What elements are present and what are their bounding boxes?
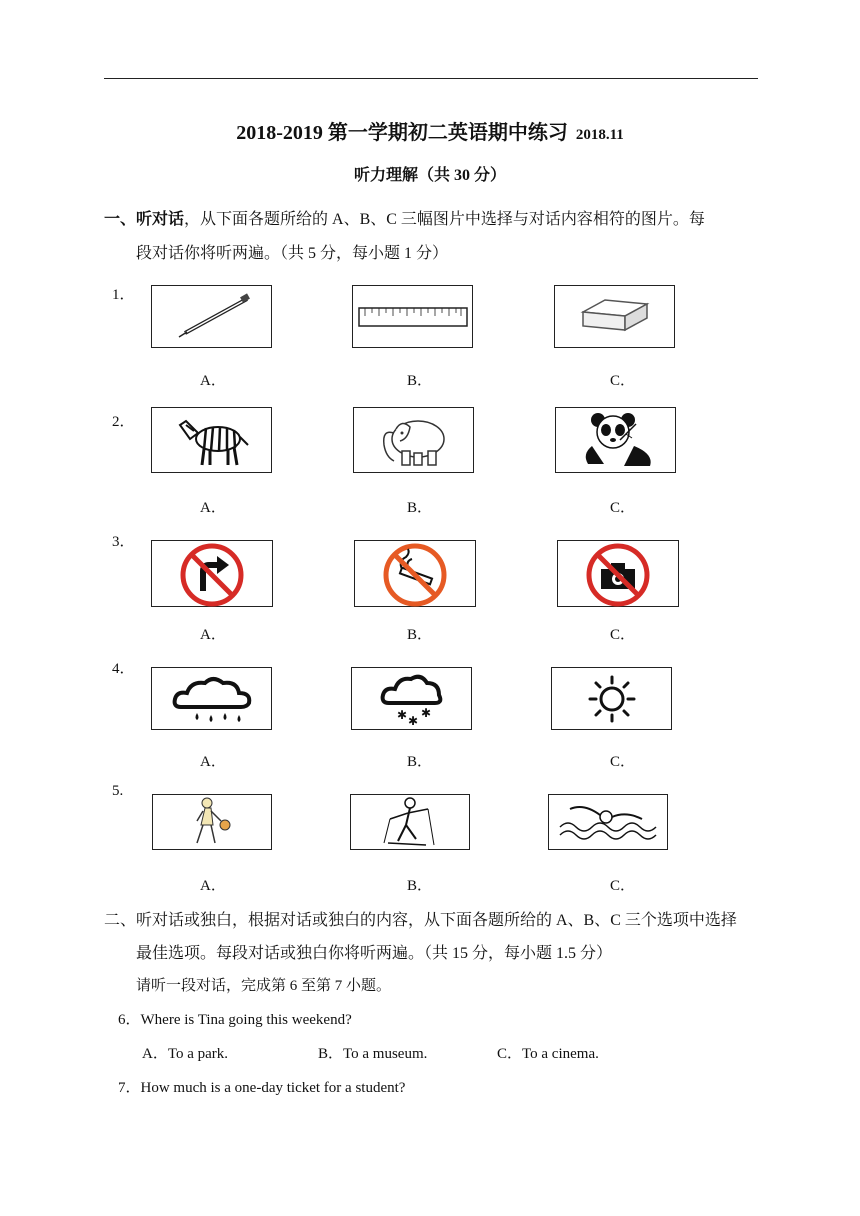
- question-7: [118, 1076, 405, 1097]
- pencil-icon: [157, 289, 267, 344]
- question-4-number: 4．: [112, 661, 135, 677]
- question-1-option-c-label: C．: [610, 373, 636, 389]
- question-5-option-a-label: A．: [200, 878, 226, 894]
- svg-text:✱: ✱: [396, 707, 407, 722]
- question-4-option-b-image[interactable]: [351, 667, 472, 730]
- section1-lead: 听对话: [136, 211, 185, 228]
- section1-number: 一、: [104, 211, 137, 228]
- question-6-text: Where is Tina going this weekend?: [140, 1012, 352, 1028]
- question-6-choice-c[interactable]: [497, 1042, 599, 1063]
- title-text: 2018-2019 第一学期初二英语期中练习: [236, 122, 568, 144]
- section-subtitle: 听力理解（共 30 分）: [353, 167, 506, 184]
- panda-icon: [574, 410, 658, 470]
- question-7-text: How much is a one-day ticket for a student?: [140, 1080, 406, 1096]
- question-7-number: 7．: [118, 1080, 141, 1096]
- question-4-option-c-label: C．: [610, 754, 636, 770]
- question-5-option-b-label: B．: [407, 878, 433, 894]
- eraser-icon: [575, 294, 655, 339]
- question-1-option-b-image[interactable]: [352, 285, 473, 348]
- question-2-option-a-image[interactable]: [151, 407, 272, 473]
- no-smoking-icon: [380, 541, 450, 607]
- question-3-option-a-image[interactable]: [151, 540, 273, 607]
- question-6-choice-b[interactable]: [318, 1042, 427, 1063]
- skier-icon: [370, 795, 450, 849]
- question-6: [118, 1008, 352, 1029]
- question-6-choice-a[interactable]: [142, 1042, 228, 1063]
- snow-icon: [377, 671, 447, 727]
- swimmer-icon: [554, 797, 662, 847]
- question-3-option-a-label: A．: [200, 627, 226, 643]
- question-3-option-b-image[interactable]: [354, 540, 476, 607]
- question-3-option-c-image[interactable]: [557, 540, 679, 607]
- question-1-number: 1．: [112, 287, 135, 303]
- question-5-number: 5.: [112, 783, 124, 799]
- question-2-option-a-label: A．: [200, 500, 226, 516]
- choice-text: To a park.: [167, 1046, 229, 1062]
- question-4-option-a-label: A．: [200, 754, 226, 770]
- section1-instruction-line2: 段对话你将听两遍。（共 5 分，每小题 1 分）: [136, 245, 449, 262]
- question-2-option-b-image[interactable]: [353, 407, 474, 473]
- question-1-option-c-image[interactable]: [554, 285, 675, 348]
- question-5-option-a-image[interactable]: [152, 794, 272, 850]
- basketball-player-icon: [187, 795, 237, 849]
- no-right-turn-icon: [177, 541, 247, 607]
- sun-icon: [582, 671, 642, 727]
- question-2-option-b-label: B．: [407, 500, 433, 516]
- question-1-option-a-label: A．: [200, 373, 226, 389]
- question-5-option-b-image[interactable]: [350, 794, 470, 850]
- section2-instruction-line2: 最佳选项。每段对话或独白你将听两遍。（共 15 分，每小题 1.5 分）: [136, 945, 613, 962]
- svg-text:✱: ✱: [420, 705, 431, 720]
- question-4-option-b-label: B．: [407, 754, 433, 770]
- zebra-icon: [172, 411, 252, 469]
- question-4-option-a-image[interactable]: [151, 667, 272, 730]
- ruler-icon: [357, 302, 469, 332]
- choice-text: To a museum.: [343, 1046, 428, 1062]
- section2-instruction-line1: 二、听对话或独白，根据对话或独白的内容，从下面各题所给的 A、B、C 三个选项中选择: [104, 912, 737, 929]
- svg-text:✱: ✱: [407, 713, 418, 727]
- question-3-number: 3．: [112, 534, 135, 550]
- question-3-option-c-label: C．: [610, 627, 636, 643]
- question-5-option-c-label: C．: [610, 878, 636, 894]
- question-3-option-b-label: B．: [407, 627, 433, 643]
- choice-label: B．: [318, 1046, 344, 1062]
- question-4-option-c-image[interactable]: [551, 667, 672, 730]
- question-2-option-c-label: C．: [610, 500, 636, 516]
- header-rule: [104, 78, 758, 79]
- section2-listen-instruction: 请听一段对话，完成第 6 至第 7 小题。: [136, 978, 392, 994]
- no-photo-icon: [583, 541, 653, 607]
- title-date: 2018.11: [575, 127, 624, 143]
- question-2-number: 2．: [112, 414, 135, 430]
- choice-label: C．: [497, 1046, 523, 1062]
- question-5-option-c-image[interactable]: [548, 794, 668, 850]
- question-6-number: 6．: [118, 1012, 141, 1028]
- section1-instruction-line1: [104, 206, 705, 229]
- choice-label: A．: [142, 1046, 168, 1062]
- page-title: [0, 116, 860, 145]
- choice-text: To a cinema.: [522, 1046, 599, 1062]
- question-1-option-b-label: B．: [407, 373, 433, 389]
- rain-icon: [167, 671, 257, 727]
- question-1-option-a-image[interactable]: [151, 285, 272, 348]
- elephant-icon: [372, 411, 456, 469]
- question-2-option-c-image[interactable]: [555, 407, 676, 473]
- section1-line1-rest: ，从下面各题所给的 A、B、C 三幅图片中选择与对话内容相符的图片。每: [184, 211, 705, 228]
